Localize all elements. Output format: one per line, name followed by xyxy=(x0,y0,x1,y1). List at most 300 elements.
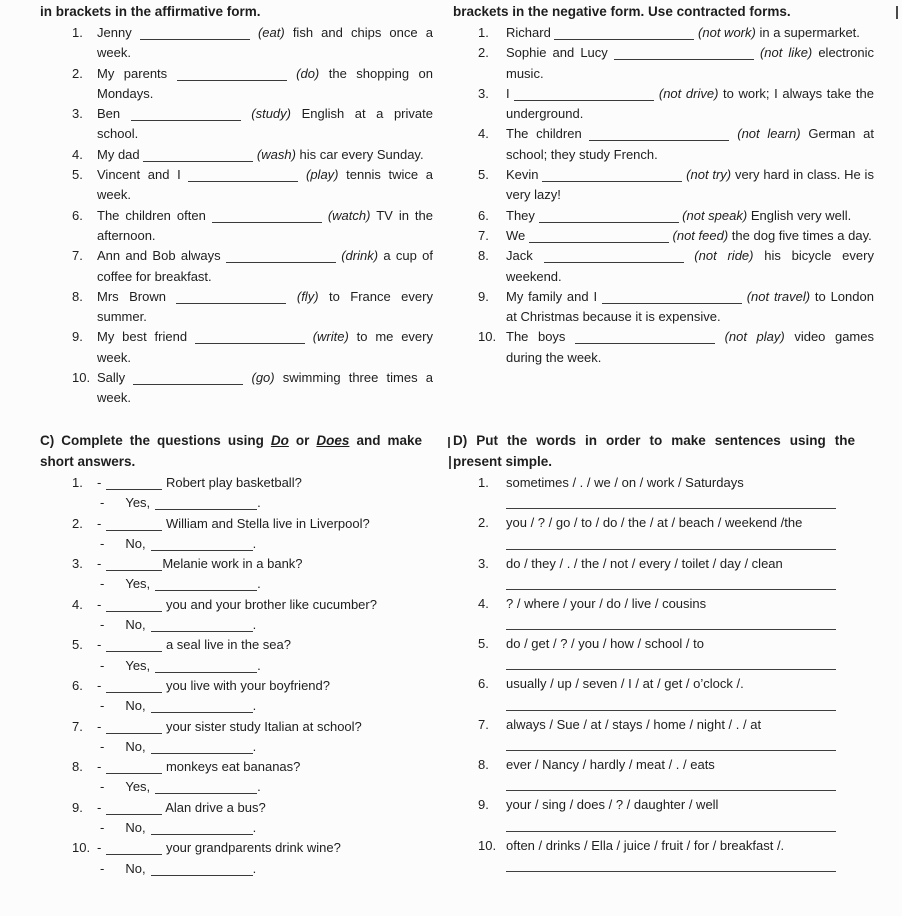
question-line xyxy=(97,473,433,493)
item-text xyxy=(97,23,433,64)
item-text xyxy=(97,368,433,409)
item-pre: I xyxy=(506,85,510,101)
answer-blank xyxy=(155,661,257,673)
item-number: 2. xyxy=(478,45,489,61)
d-item xyxy=(453,795,874,835)
scrambled-words: do / get / ? / you / how / school / to xyxy=(506,636,705,652)
item-post: electronic music. xyxy=(506,45,874,81)
answer-line xyxy=(97,656,433,676)
answer-blank xyxy=(155,498,257,510)
dash: - xyxy=(97,840,102,856)
item-text xyxy=(506,327,874,368)
answer-blank xyxy=(514,89,654,101)
b-item xyxy=(453,327,874,368)
a-item xyxy=(40,206,433,247)
question-text: monkeys eat bananas? xyxy=(162,759,301,775)
scrambled-words: do / they / . / the / not / every / toilet / day / clean xyxy=(506,555,783,571)
answer-line xyxy=(97,777,433,797)
item-number: 6. xyxy=(478,676,489,692)
answer-word: No, xyxy=(125,617,146,633)
answer-blank xyxy=(602,292,742,304)
dash: - xyxy=(97,759,102,775)
dash: - xyxy=(97,556,102,572)
answer-blank xyxy=(544,251,684,263)
item-pre: Mrs Brown xyxy=(97,288,166,304)
dash: - xyxy=(100,617,105,633)
question-line xyxy=(97,798,433,818)
item-post: to me every week. xyxy=(97,329,433,365)
item-number: 5. xyxy=(72,167,83,183)
answer-blank xyxy=(143,150,253,162)
a-item xyxy=(40,23,433,64)
period: . xyxy=(257,779,261,795)
bottom-row xyxy=(0,429,902,913)
dash: - xyxy=(100,820,105,836)
answer-blank xyxy=(589,129,729,141)
item-number: 8. xyxy=(72,759,83,775)
item-text xyxy=(506,246,874,287)
c-item xyxy=(40,635,433,676)
question-line xyxy=(97,514,433,534)
question-text: your grandparents drink wine? xyxy=(162,840,341,856)
item-number: 6. xyxy=(478,207,489,223)
item-pre: Ann and Bob always xyxy=(97,248,221,264)
b-item xyxy=(453,287,874,328)
item-number: 10. xyxy=(478,329,497,345)
section-d xyxy=(451,429,902,913)
does-keyword: Does xyxy=(316,433,350,448)
section-b-header: brackets in the negative form. Use contracted forms. xyxy=(453,4,791,19)
answer-blank xyxy=(155,579,257,591)
answer-line-blank xyxy=(506,534,836,550)
b-item xyxy=(453,84,874,125)
a-item xyxy=(40,165,433,206)
item-text xyxy=(506,124,874,165)
c-item xyxy=(40,757,433,798)
answer-blank xyxy=(539,211,679,223)
b-item xyxy=(453,23,874,43)
period: . xyxy=(257,657,261,673)
answer-blank xyxy=(106,519,162,531)
verb-hint: (fly) xyxy=(296,288,319,304)
verb-hint: (not ride) xyxy=(694,248,754,264)
scrambled-words: you / ? / go / to / do / the / at / beach / weekend /the xyxy=(506,515,803,531)
dash: - xyxy=(97,475,102,490)
item-pre: Kevin xyxy=(506,167,539,183)
item-text xyxy=(97,64,433,105)
dash: - xyxy=(97,596,102,612)
c-header-text: or xyxy=(288,433,317,448)
item-pre: My dad xyxy=(97,146,140,162)
verb-hint: (not work) xyxy=(698,25,756,40)
answer-line-blank xyxy=(506,574,836,590)
answer-line-blank xyxy=(506,775,836,791)
answer-blank xyxy=(177,69,287,81)
answer-blank xyxy=(106,681,162,693)
answer-line-blank xyxy=(506,856,836,872)
dash: - xyxy=(100,698,105,714)
verb-hint: (not learn) xyxy=(737,126,801,142)
top-row xyxy=(0,3,902,429)
section-a-header: in brackets in the affirmative form. xyxy=(40,4,261,19)
item-number: 5. xyxy=(478,167,489,183)
verb-hint: (not play) xyxy=(724,329,785,345)
answer-line xyxy=(97,615,433,635)
item-number: 3. xyxy=(72,556,83,572)
answer-line-blank xyxy=(506,816,836,832)
answer-line xyxy=(97,534,433,554)
verb-hint: (not like) xyxy=(759,45,813,61)
item-text xyxy=(97,104,433,145)
item-post: fish and chips once a week. xyxy=(97,25,433,61)
question-text: you live with your boyfriend? xyxy=(162,677,330,693)
item-number: 5. xyxy=(72,637,83,653)
item-pre: Vincent and I xyxy=(97,167,181,183)
a-item xyxy=(40,287,433,328)
item-text xyxy=(97,246,433,287)
item-number: 7. xyxy=(72,248,83,264)
answer-line xyxy=(97,574,433,594)
period: . xyxy=(252,698,257,714)
section-d-header: D) Put the words in order to make sentences using the present simple. xyxy=(453,433,855,469)
d-item xyxy=(453,513,874,553)
d-item xyxy=(453,473,874,513)
answer-blank xyxy=(151,701,253,713)
item-number: 3. xyxy=(478,555,489,571)
item-post: the shopping on Mondays. xyxy=(97,65,433,101)
answer-line xyxy=(97,737,433,757)
item-number: 7. xyxy=(478,716,489,732)
item-text xyxy=(506,287,874,328)
item-number: 4. xyxy=(478,126,489,142)
answer-blank xyxy=(151,864,253,876)
item-text xyxy=(506,84,874,125)
a-item xyxy=(40,64,433,105)
item-number: 8. xyxy=(72,288,83,304)
item-number: 1. xyxy=(72,475,83,490)
answer-word: Yes, xyxy=(125,495,151,511)
item-number: 8. xyxy=(478,757,489,773)
verb-hint: (not try) xyxy=(686,167,732,183)
do-keyword: Do xyxy=(270,433,289,448)
c-item xyxy=(40,798,433,839)
item-number: 9. xyxy=(478,288,489,304)
a-item xyxy=(40,246,433,287)
item-post: very hard in class. He is very lazy! xyxy=(506,167,874,203)
answer-word: Yes, xyxy=(125,779,151,795)
dash: - xyxy=(97,799,102,815)
a-item xyxy=(40,104,433,145)
item-text xyxy=(97,327,433,368)
dash: - xyxy=(100,860,105,876)
item-pre: My best friend xyxy=(97,329,188,345)
c-item xyxy=(40,514,433,555)
d-item xyxy=(453,715,874,755)
dash: - xyxy=(100,779,105,795)
dash: - xyxy=(100,576,105,592)
verb-hint: (not travel) xyxy=(746,288,811,304)
item-number: 4. xyxy=(72,596,83,612)
b-item xyxy=(453,124,874,165)
item-pre: Jack xyxy=(506,248,533,264)
item-number: 5. xyxy=(478,636,489,652)
item-text xyxy=(97,287,433,328)
verb-hint: (wash) xyxy=(256,146,296,162)
b-item xyxy=(453,165,874,206)
verb-hint: (play) xyxy=(306,167,339,183)
section-c-header xyxy=(40,431,422,472)
answer-blank xyxy=(151,539,253,551)
c-item xyxy=(40,554,433,595)
answer-blank xyxy=(106,843,162,855)
question-line xyxy=(97,838,433,858)
answer-blank xyxy=(195,332,305,344)
c-item xyxy=(40,838,433,879)
item-post: a cup of coffee for breakfast. xyxy=(97,248,434,284)
answer-line xyxy=(97,859,433,879)
verb-hint: (go) xyxy=(251,370,275,386)
item-number: 3. xyxy=(72,106,83,122)
b-item xyxy=(453,246,874,287)
item-number: 10. xyxy=(72,840,91,856)
question-line xyxy=(97,595,433,615)
item-post: swimming three times a week. xyxy=(97,370,433,406)
item-number: 10. xyxy=(72,370,91,386)
b-item xyxy=(453,206,874,226)
item-pre: The children often xyxy=(97,207,206,223)
item-number: 1. xyxy=(478,25,489,40)
period: . xyxy=(257,576,261,592)
item-post: his bicycle every weekend. xyxy=(506,248,874,284)
verb-hint: (study) xyxy=(251,106,291,122)
answer-word: No, xyxy=(125,535,146,551)
period: . xyxy=(257,495,261,511)
item-pre: My parents xyxy=(97,65,168,81)
answer-blank xyxy=(212,211,322,223)
answer-blank xyxy=(614,48,754,60)
d-item xyxy=(453,594,874,634)
scrambled-words: ever / Nancy / hardly / meat / . / eats xyxy=(506,757,715,773)
answer-blank xyxy=(529,231,669,243)
a-item xyxy=(40,368,433,409)
answer-blank xyxy=(542,170,682,182)
scan-artifact-mark xyxy=(449,456,451,469)
question-text: your sister study Italian at school? xyxy=(162,718,362,734)
answer-blank xyxy=(106,762,162,774)
item-post: the dog five times a day. xyxy=(731,227,872,243)
answer-blank xyxy=(188,170,298,182)
section-c xyxy=(0,429,451,913)
verb-hint: (write) xyxy=(312,329,349,345)
c-header-text: C) Complete the questions using xyxy=(40,433,271,448)
item-text xyxy=(97,206,433,247)
verb-hint: (drink) xyxy=(341,248,379,264)
answer-word: No, xyxy=(125,738,146,754)
answer-blank xyxy=(106,803,162,815)
a-item xyxy=(40,145,433,165)
answer-line-blank xyxy=(506,614,836,630)
item-post: English at a private school. xyxy=(97,106,433,142)
item-number: 2. xyxy=(72,515,83,531)
answer-blank xyxy=(151,620,253,632)
item-text xyxy=(506,206,874,226)
question-text: Robert play basketball? xyxy=(162,475,302,490)
answer-line xyxy=(97,696,433,716)
verb-hint: (watch) xyxy=(327,207,371,223)
item-pre: The boys xyxy=(506,329,566,345)
answer-blank xyxy=(106,722,162,734)
answer-line xyxy=(97,818,433,838)
item-text xyxy=(506,226,874,246)
answer-word: No, xyxy=(125,820,146,836)
item-post: his car every Sunday. xyxy=(299,146,424,162)
scrambled-words: your / sing / does / ? / daughter / well xyxy=(506,797,719,813)
item-post: to London at Christmas because it is expensive. xyxy=(506,288,874,325)
answer-blank xyxy=(106,478,162,490)
verb-hint: (do) xyxy=(296,65,320,81)
dash: - xyxy=(97,637,102,653)
scan-artifact-mark xyxy=(896,6,898,19)
scrambled-words: ? / where / your / do / live / cousins xyxy=(506,595,707,611)
answer-word: Yes, xyxy=(125,657,151,673)
question-text: a seal live in the sea? xyxy=(162,637,291,653)
c-item xyxy=(40,676,433,717)
answer-blank xyxy=(155,782,257,794)
dash: - xyxy=(97,718,102,734)
d-item xyxy=(453,634,874,674)
answer-blank xyxy=(106,640,162,652)
answer-word: No, xyxy=(125,698,146,714)
item-number: 3. xyxy=(478,85,489,101)
item-post: to France every summer. xyxy=(97,288,433,325)
verb-hint: (not drive) xyxy=(658,85,719,101)
dash: - xyxy=(97,515,102,531)
item-post: video games during the week. xyxy=(506,329,874,365)
item-number: 1. xyxy=(478,475,489,490)
item-number: 9. xyxy=(478,797,489,813)
period: . xyxy=(252,617,257,633)
answer-blank xyxy=(226,251,336,263)
answer-line-blank xyxy=(506,654,836,670)
period: . xyxy=(252,738,257,754)
question-line xyxy=(97,635,433,655)
dash: - xyxy=(97,677,102,693)
d-item xyxy=(453,755,874,795)
question-line xyxy=(97,554,433,574)
item-post: in a supermarket. xyxy=(759,25,860,40)
item-number: 2. xyxy=(72,65,83,81)
item-text xyxy=(97,165,433,206)
a-item xyxy=(40,327,433,368)
item-text xyxy=(506,23,874,43)
section-a xyxy=(0,3,451,429)
answer-word: Yes, xyxy=(125,576,151,592)
c-item xyxy=(40,473,433,514)
item-number: 6. xyxy=(72,677,83,693)
scan-artifact-mark xyxy=(448,437,450,448)
dash: - xyxy=(100,738,105,754)
dash: - xyxy=(100,535,105,551)
d-item xyxy=(453,554,874,594)
item-number: 2. xyxy=(478,515,489,531)
question-text: William and Stella live in Liverpool? xyxy=(162,515,370,531)
question-line xyxy=(97,676,433,696)
answer-blank xyxy=(106,600,162,612)
period: . xyxy=(252,535,257,551)
item-number: 4. xyxy=(72,146,83,162)
item-post: TV in the afternoon. xyxy=(97,207,433,243)
period: . xyxy=(252,860,257,876)
verb-hint: (eat) xyxy=(257,25,285,40)
item-text xyxy=(506,165,874,206)
answer-blank xyxy=(575,332,715,344)
item-pre: Richard xyxy=(506,25,551,40)
question-line xyxy=(97,757,433,777)
item-pre: Jenny xyxy=(97,25,132,40)
answer-blank xyxy=(131,109,241,121)
verb-hint: (not feed) xyxy=(672,227,729,243)
item-number: 9. xyxy=(72,799,83,815)
item-pre: The children xyxy=(506,126,582,142)
item-number: 10. xyxy=(478,837,497,853)
answer-line-blank xyxy=(506,735,836,751)
item-pre: They xyxy=(506,207,535,223)
item-number: 4. xyxy=(478,595,489,611)
section-b xyxy=(451,3,902,429)
dash: - xyxy=(100,495,105,511)
question-text: you and your brother like cucumber? xyxy=(162,596,377,612)
item-number: 9. xyxy=(72,329,83,345)
answer-blank xyxy=(151,823,253,835)
item-pre: We xyxy=(506,227,526,243)
c-header-text: and make short answers. xyxy=(40,433,422,469)
answer-blank xyxy=(140,28,250,40)
answer-blank xyxy=(176,292,286,304)
item-number: 1. xyxy=(72,25,83,40)
period: . xyxy=(252,820,257,836)
item-post: tennis twice a week. xyxy=(97,167,433,203)
item-number: 6. xyxy=(72,207,83,223)
answer-blank xyxy=(106,559,162,571)
verb-hint: (not speak) xyxy=(682,207,748,223)
c-item xyxy=(40,595,433,636)
d-item xyxy=(453,836,874,876)
question-line xyxy=(97,717,433,737)
d-item xyxy=(453,674,874,714)
item-pre: Sally xyxy=(97,370,126,386)
item-pre: Sophie and Lucy xyxy=(506,45,608,61)
item-post: to work; I always take the underground. xyxy=(506,85,874,122)
item-number: 7. xyxy=(72,718,83,734)
item-post: German at school; they study French. xyxy=(506,126,874,162)
b-item xyxy=(453,43,874,84)
scrambled-words: usually / up / seven / I / at / get / o’clock /. xyxy=(506,676,744,692)
answer-line xyxy=(97,493,433,513)
answer-line-blank xyxy=(506,695,836,711)
answer-line-blank xyxy=(506,493,836,509)
answer-blank xyxy=(151,742,253,754)
scrambled-words: always / Sue / at / stays / home / night / . / at xyxy=(506,716,762,732)
item-number: 7. xyxy=(478,227,489,243)
question-text: Melanie work in a bank? xyxy=(162,556,303,572)
item-post: English very well. xyxy=(750,207,852,223)
scrambled-words: sometimes / . / we / on / work / Saturdays xyxy=(506,475,744,490)
item-pre: My family and I xyxy=(506,288,598,304)
item-text xyxy=(506,43,874,84)
item-pre: Ben xyxy=(97,106,121,122)
question-text: Alan drive a bus? xyxy=(162,799,266,815)
dash: - xyxy=(100,657,105,673)
